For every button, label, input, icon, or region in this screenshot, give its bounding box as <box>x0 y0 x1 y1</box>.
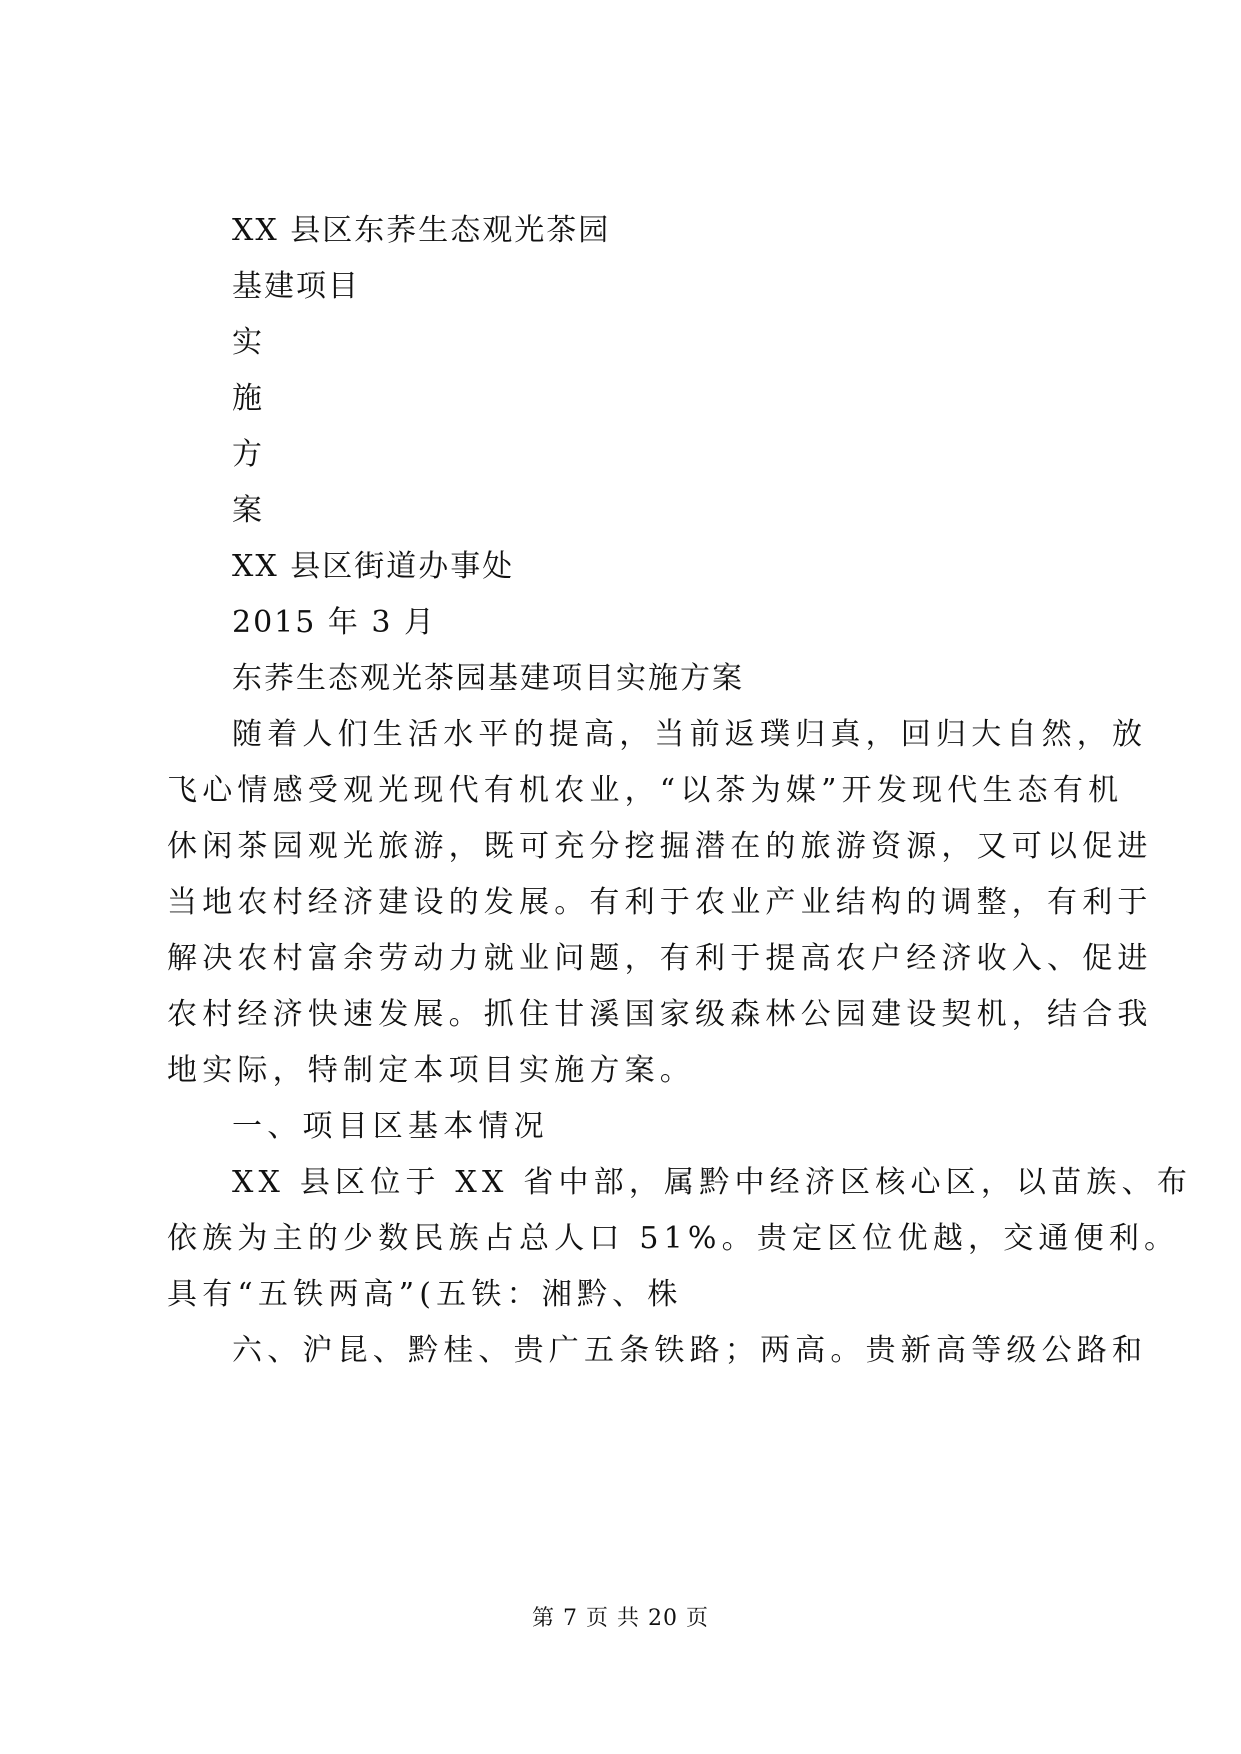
cover-char-4: 案 <box>232 493 264 528</box>
para1-line: 当地农村经济建设的发展。有利于农业产业结构的调整，有利于 <box>167 885 1153 920</box>
para1-line: 休闲茶园观光旅游，既可充分挖掘潜在的旅游资源，又可以促进 <box>167 829 1153 864</box>
para2-line: 具有“五铁两高”(五铁：湘黔、株 <box>167 1277 683 1312</box>
para1-line: 地实际，特制定本项目实施方案。 <box>167 1053 695 1088</box>
para2-line: XX 县区位于 XX 省中部，属黔中经济区核心区，以苗族、布 <box>232 1165 1193 1200</box>
para1-line: 解决农村富余劳动力就业问题，有利于提高农户经济收入、促进 <box>167 941 1153 976</box>
document-heading: 东荞生态观光茶园基建项目实施方案 <box>232 661 744 696</box>
para3-line: 六、沪昆、黔桂、贵广五条铁路；两高。贵新高等级公路和 <box>232 1333 1148 1368</box>
cover-title-line1: XX 县区东荞生态观光茶园 <box>232 213 611 248</box>
para1-line: 飞心情感受观光现代有机农业，“以茶为媒”开发现代生态有机 <box>167 773 1124 808</box>
cover-char-2: 施 <box>232 381 264 416</box>
page-number-footer: 第 7 页 共 20 页 <box>532 1606 709 1631</box>
para1-line: 农村经济快速发展。抓住甘溪国家级森林公园建设契机，结合我 <box>167 997 1153 1032</box>
cover-date: 2015 年 3 月 <box>232 605 437 640</box>
section-heading: 一、项目区基本情况 <box>232 1109 549 1144</box>
cover-char-1: 实 <box>232 325 264 360</box>
cover-title-line2: 基建项目 <box>232 269 360 304</box>
para2-line: 依族为主的少数民族占总人口 51%。贵定区位优越，交通便利。 <box>167 1221 1180 1256</box>
cover-organization: XX 县区街道办事处 <box>232 549 515 584</box>
cover-char-3: 方 <box>232 437 264 472</box>
para1-line: 随着人们生活水平的提高，当前返璞归真，回归大自然，放 <box>232 717 1148 752</box>
